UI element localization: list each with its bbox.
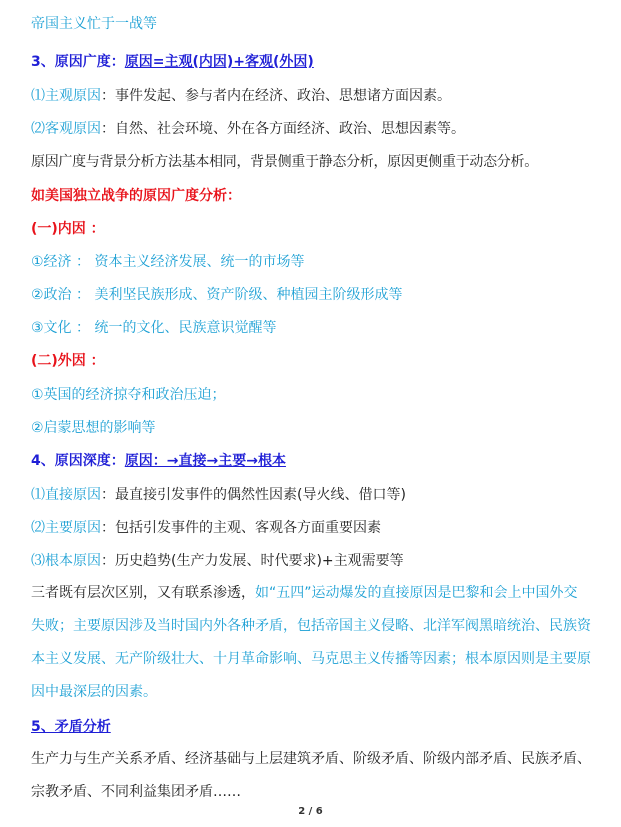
term-label: ⑴主观原因 <box>31 88 101 104</box>
comparison-line: 原因广度与背景分析方法基本相同，背景侧重于静态分析，原因更侧重于动态分析。 <box>31 154 538 170</box>
term-text: ：历史趋势(生产力发展、时代要求)+主观需要等 <box>101 553 404 569</box>
heading-cause-depth <box>31 451 286 471</box>
term-label: ⑵主要原因 <box>31 520 101 536</box>
term-text: ：包括引发事件的主观、客观各方面重要因素 <box>101 520 381 536</box>
list-item-politics: ②政治 ： 美利坚民族形成、资产阶级、种植园主阶级形成等 <box>31 287 403 303</box>
heading-formula: 原因=主观(内因)+客观(外因) <box>124 54 314 70</box>
heading-cause-breadth <box>31 52 314 72</box>
para-example: 如“五四”运动爆发的直接原因是巴黎和会上中国外交失败；主要原因涉及当时国内外各种矛盾，包括帝国主义侵略、北洋军阀黑暗统治、民族资本主义发展、无产阶级壮大、十月革命影响、马克思主义传播等因素；根本原因则是主要原因中最深层的因素。 <box>31 585 591 700</box>
root-cause-line <box>31 551 404 571</box>
subjective-cause-line <box>31 86 451 106</box>
objective-cause-line <box>31 119 465 139</box>
term-text: ：最直接引发事件的偶然性因素(导火线、借口等) <box>101 487 406 503</box>
list-item-economy: ①经济 ： 资本主义经济发展、统一的市场等 <box>31 254 305 270</box>
contradiction-paragraph: 生产力与生产关系矛盾、经济基础与上层建筑矛盾、阶级矛盾、阶级内部矛盾、民族矛盾、宗教矛盾、不同利益集团矛盾…… <box>31 751 591 800</box>
internal-cause-heading: (一)内因 ： <box>31 221 105 237</box>
external-cause-heading: (二)外因 ： <box>31 353 105 369</box>
heading-contradiction: 5、矛盾分析 <box>31 719 111 735</box>
heading-formula: 原因：→直接→主要→根本 <box>124 453 286 469</box>
list-item-enlightenment: ②启蒙思想的影响等 <box>31 420 156 436</box>
term-label: ⑴直接原因 <box>31 487 101 503</box>
example-heading: 如美国独立战争的原因广度分析： <box>31 188 241 204</box>
para-lead: 三者既有层次区别，又有联系渗透， <box>31 585 255 601</box>
line-imperialism: 帝国主义忙于一战等 <box>31 16 157 32</box>
direct-cause-line <box>31 485 406 505</box>
list-item-british: ①英国的经济掠夺和政治压迫； <box>31 387 226 403</box>
list-item-culture: ③文化 ： 统一的文化、民族意识觉醒等 <box>31 320 277 336</box>
term-text: ：自然、社会环境、外在各方面经济、政治、思想因素等。 <box>101 121 465 137</box>
term-label: ⑶根本原因 <box>31 553 101 569</box>
may-fourth-paragraph <box>31 577 591 709</box>
main-cause-line <box>31 518 381 538</box>
term-label: ⑵客观原因 <box>31 121 101 137</box>
page-number: 2 / 6 <box>298 806 323 817</box>
heading-number: 3、原因广度： <box>31 54 125 70</box>
term-text: ：事件发起、参与者内在经济、政治、思想诸方面因素。 <box>101 88 451 104</box>
heading-number: 4、原因深度： <box>31 453 125 469</box>
